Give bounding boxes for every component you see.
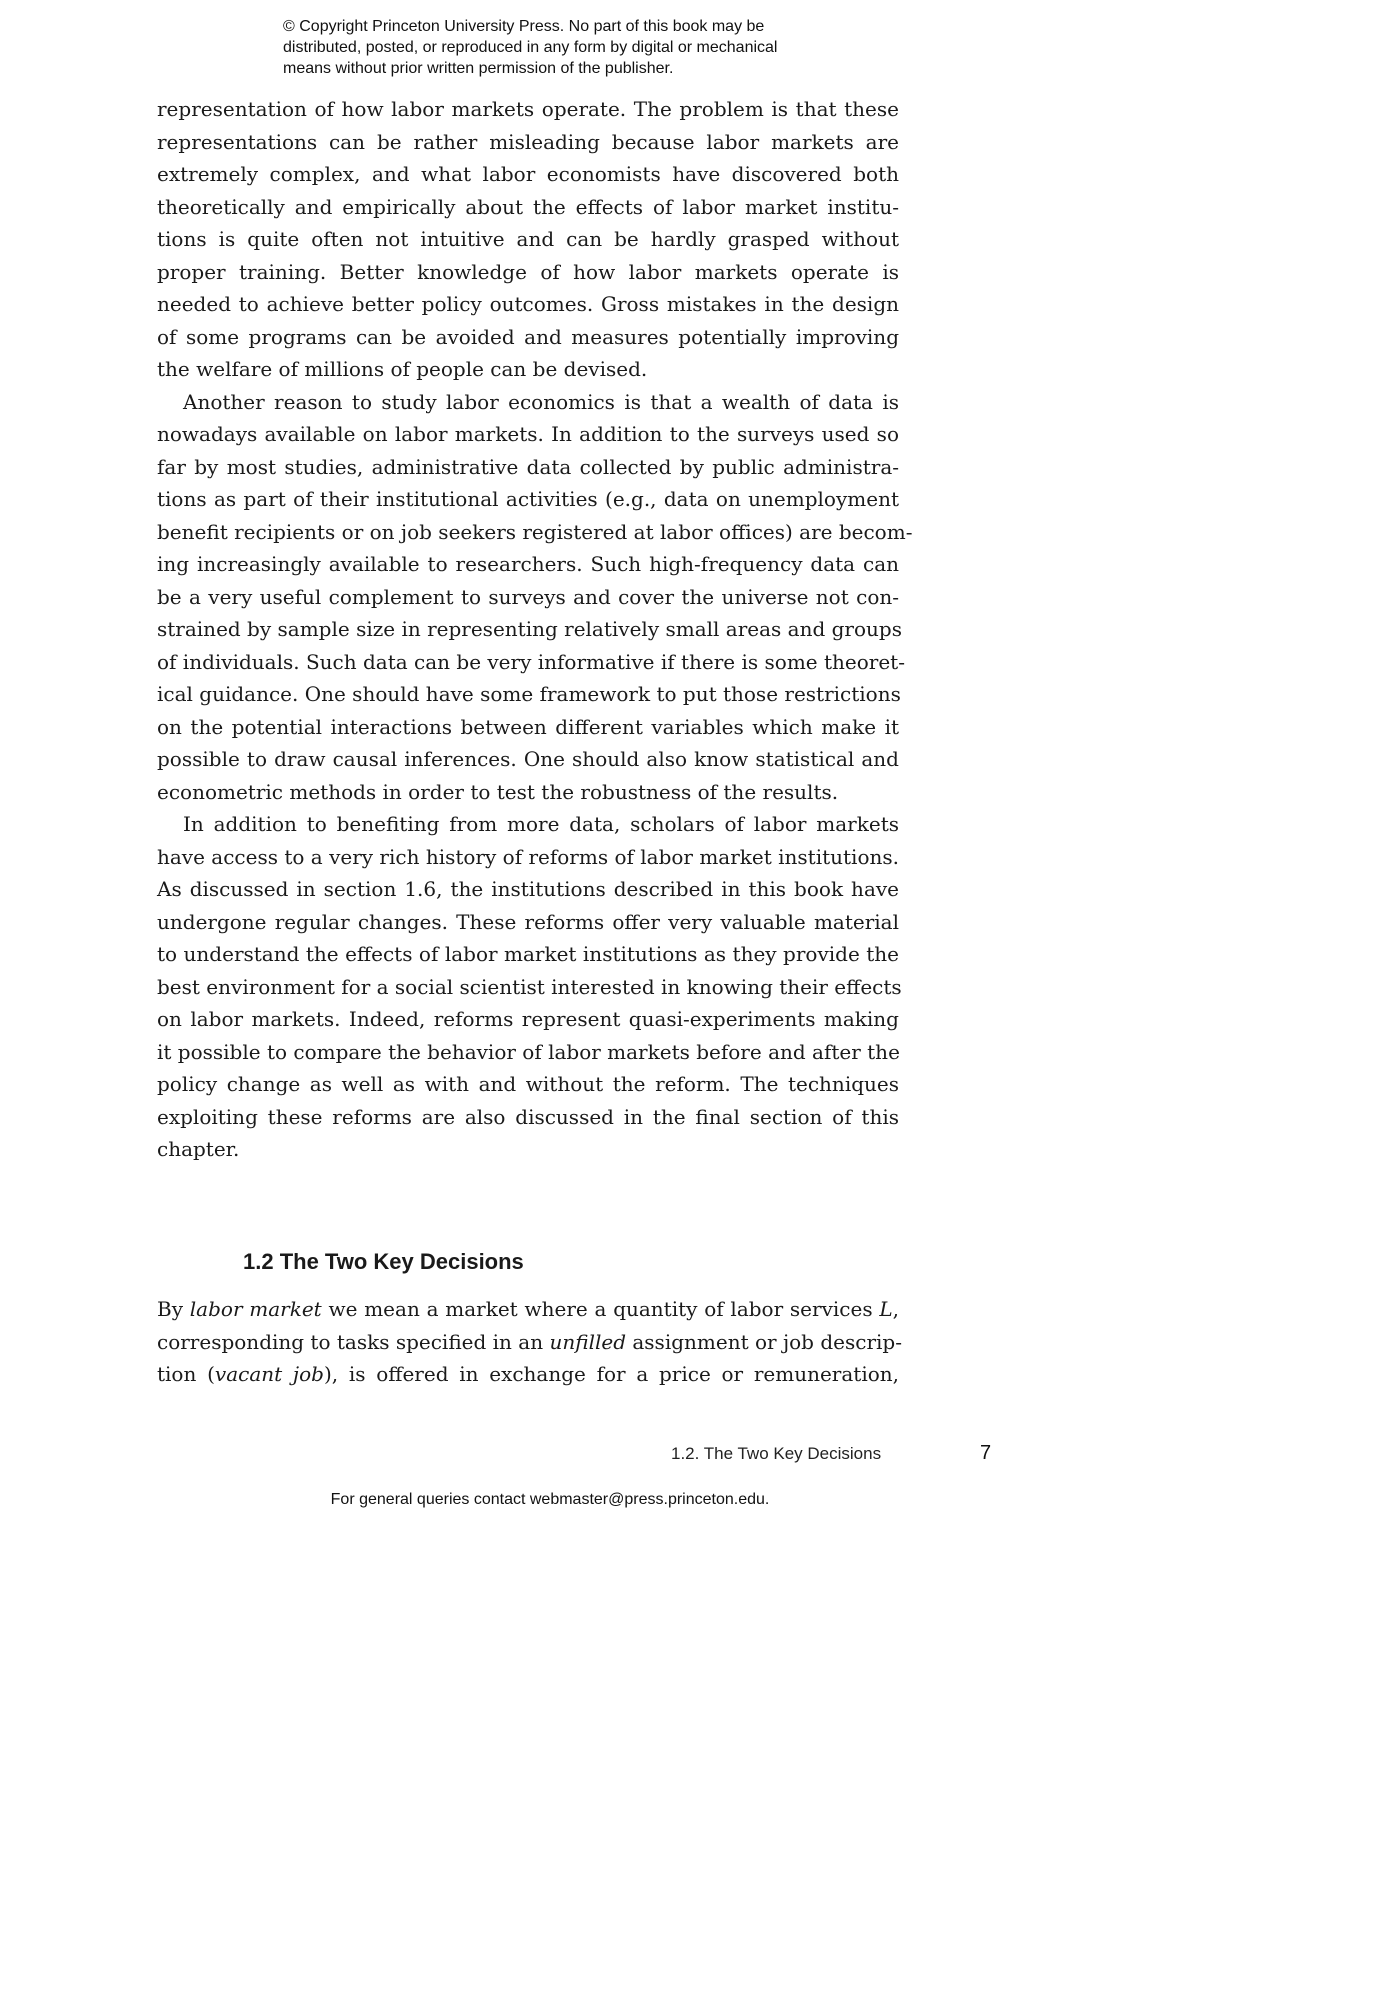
text-line: policy change as well as with and without the reform. The techniques (157, 1072, 899, 1096)
emphasized-term: labor market (189, 1297, 322, 1321)
main-body-text (157, 93, 913, 1166)
text-line: possible to draw causal inferences. One should also know statistical and (157, 747, 899, 771)
text-line: Another reason to study labor economics is that a wealth of data is (183, 389, 899, 414)
text-line: ical guidance. One should have some framework to put those restrictions (157, 682, 901, 706)
text-line (157, 1293, 899, 1326)
text-run: assignment or job descrip- (626, 1329, 902, 1354)
copyright-line: © Copyright Princeton University Press. No part of this book may be (283, 18, 765, 35)
text-line: representations can be rather misleading because labor markets are (157, 129, 899, 154)
text-line: nowadays available on labor markets. In addition to the surveys used so (157, 422, 899, 446)
text-line: the welfare of millions of people can be devised. (157, 357, 648, 381)
text-line: on labor markets. Indeed, reforms represent quasi-experiments making (157, 1007, 899, 1031)
text-line: ing increasingly available to researchers. Such high-frequency data can (157, 552, 899, 576)
text-line: of individuals. Such data can be very informative if there is some theoret- (157, 649, 905, 674)
text-line: on the potential interactions between different variables which make it (157, 714, 899, 739)
text-line: tions as part of their institutional activities (e.g., data on unemployment (157, 487, 899, 511)
text-line: benefit recipients or on job seekers registered at labor offices) are becom- (157, 519, 913, 544)
emphasized-term: vacant job (214, 1362, 324, 1386)
text-line: exploiting these reforms are also discussed in the final section of this (157, 1104, 899, 1129)
text-line: it possible to compare the behavior of labor markets before and after the (157, 1039, 900, 1064)
text-line: proper training. Better knowledge of how labor markets operate is (157, 259, 899, 284)
text-line: have access to a very rich history of reforms of labor market institutions. (157, 844, 899, 869)
text-line: undergone regular changes. These reforms offer very valuable material (157, 909, 899, 934)
text-run: By (157, 1297, 190, 1321)
text-line: chapter. (157, 1137, 240, 1161)
text-run: tion ( (157, 1362, 215, 1386)
text-line: of some programs can be avoided and measures potentially improving (157, 324, 899, 349)
text-line: In addition to benefiting from more data, scholars of labor markets (183, 812, 899, 836)
text-run: , (892, 1297, 899, 1321)
text-line: far by most studies, administrative data collected by public administra- (157, 454, 899, 479)
text-line: theoretically and empirically about the effects of labor market institu- (157, 194, 899, 219)
text-line: needed to achieve better policy outcomes. Gross mistakes in the design (157, 292, 899, 316)
contact-line: For general queries contact webmaster@press.princeton.edu. (330, 1491, 770, 1508)
copyright-line: means without prior written permission of the publisher. (283, 60, 674, 77)
text-run: ), is offered in exchange for a price or remuneration, (323, 1362, 899, 1386)
page-number: 7 (980, 1442, 992, 1464)
emphasized-term: unfilled (549, 1329, 627, 1354)
copyright-line: distributed, posted, or reproduced in any form by digital or mechanical (283, 39, 778, 56)
paragraph-2 (157, 386, 913, 809)
text-line: strained by sample size in representing relatively small areas and groups (157, 617, 902, 641)
section-heading: 1.2 The Two Key Decisions (243, 1249, 524, 1274)
section-body-text (157, 1293, 902, 1391)
text-line: representation of how labor markets operate. The problem is that these (157, 97, 899, 121)
text-run: we mean a market where a quantity of labor services (321, 1297, 880, 1321)
paragraph-3 (157, 808, 902, 1166)
text-line: best environment for a social scientist interested in knowing their effects (157, 974, 902, 999)
text-line: econometric methods in order to test the robustness of the results. (157, 779, 839, 804)
text-line: tions is quite often not intuitive and can be hardly grasped without (157, 227, 899, 251)
copyright-notice (283, 16, 843, 79)
text-line (157, 1358, 899, 1391)
text-line: to understand the effects of labor market institutions as they provide the (157, 942, 899, 966)
text-line (157, 1326, 902, 1359)
text-line: extremely complex, and what labor economists have discovered both (157, 162, 899, 186)
running-footer: 1.2. The Two Key Decisions (671, 1444, 882, 1463)
text-line: be a very useful complement to surveys and cover the universe not con- (157, 584, 899, 609)
paragraph-1 (157, 93, 899, 386)
text-run: corresponding to tasks specified in an (157, 1329, 550, 1354)
text-line: As discussed in section 1.6, the institutions described in this book have (157, 877, 899, 901)
math-variable: L (879, 1297, 893, 1321)
